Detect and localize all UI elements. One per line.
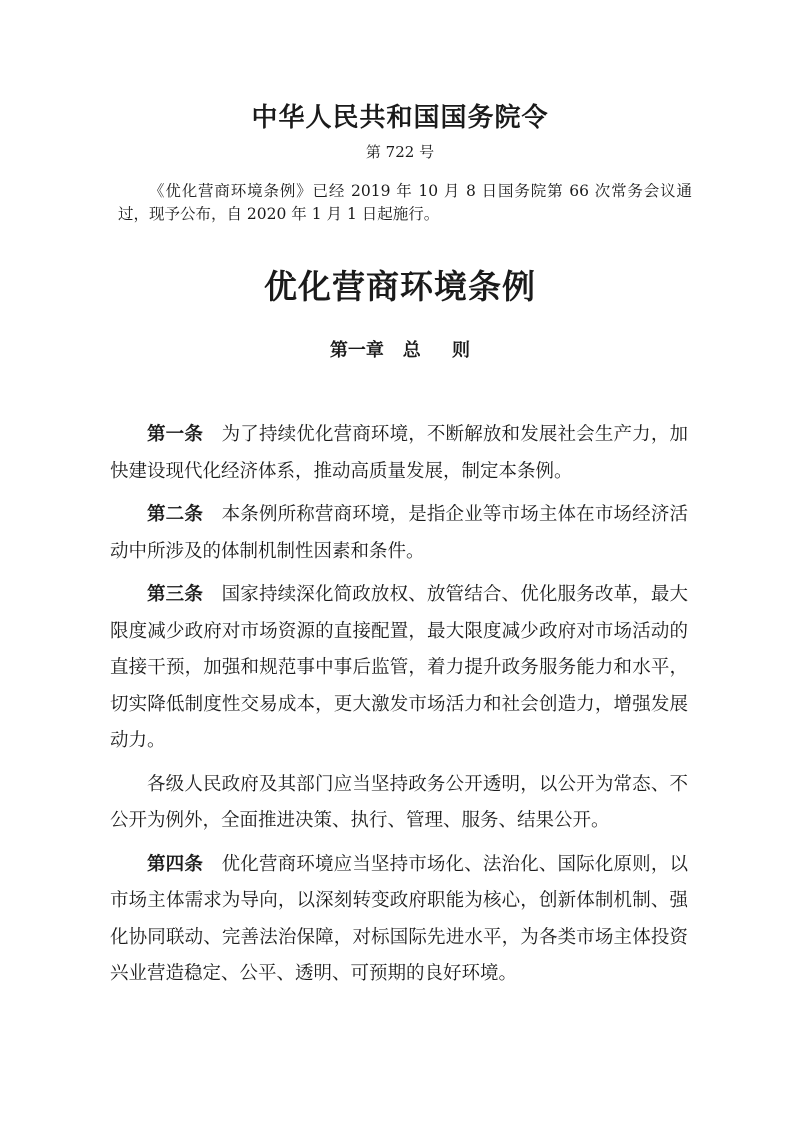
article-paragraph xyxy=(110,497,688,570)
promulgation-text: 《优化营商环境条例》已经 2019 年 10 月 8 日国务院第 66 次常务会议通过，现予公布，自 2020 年 1 月 1 日起施行。 xyxy=(118,182,692,223)
decree-number: 第 722 号 xyxy=(365,143,435,161)
article-paragraph xyxy=(110,577,688,760)
article-label: 第三条 xyxy=(147,584,203,605)
regulation-body xyxy=(110,417,688,1000)
article-paragraph xyxy=(110,847,688,993)
article-text: 本条例所称营商环境，是指企业等市场主体在市场经济活动中所涉及的体制机制性因素和条件。 xyxy=(110,504,688,562)
article-label: 第一条 xyxy=(147,424,203,445)
article-paragraph xyxy=(110,417,688,490)
article-text: 为了持续优化营商环境，不断解放和发展社会生产力，加快建设现代化经济体系，推动高质量发展，制定本条例。 xyxy=(110,424,688,482)
regulation-title: 优化营商环境条例 xyxy=(264,267,536,306)
article-text: 国家持续深化简政放权、放管结合、优化服务改革，最大限度减少政府对市场资源的直接配置，最大限度减少政府对市场活动的直接干预，加强和规范事中事后监管，着力提升政务服务能力和水平，切实降低制度性交易成本，更大激发市场活力和社会创造力，增强发展动力。 xyxy=(110,584,688,751)
article-label: 第二条 xyxy=(147,504,203,525)
article-text: 优化营商环境应当坚持市场化、法治化、国际化原则，以市场主体需求为导向，以深刻转变政府职能为核心，创新体制机制、强化协同联动、完善法治保障，对标国际先进水平，为各类市场主体投资兴业营造稳定、公平、透明、可预期的良好环境。 xyxy=(110,853,688,984)
article-paragraph xyxy=(110,767,688,840)
decree-title: 中华人民共和国国务院令 xyxy=(251,103,549,133)
article-label: 第四条 xyxy=(147,853,203,875)
chapter-heading: 第一章 总 则 xyxy=(329,340,471,361)
article-text: 各级人民政府及其部门应当坚持政务公开透明，以公开为常态、不公开为例外，全面推进决策、执行、管理、服务、结果公开。 xyxy=(110,773,688,831)
